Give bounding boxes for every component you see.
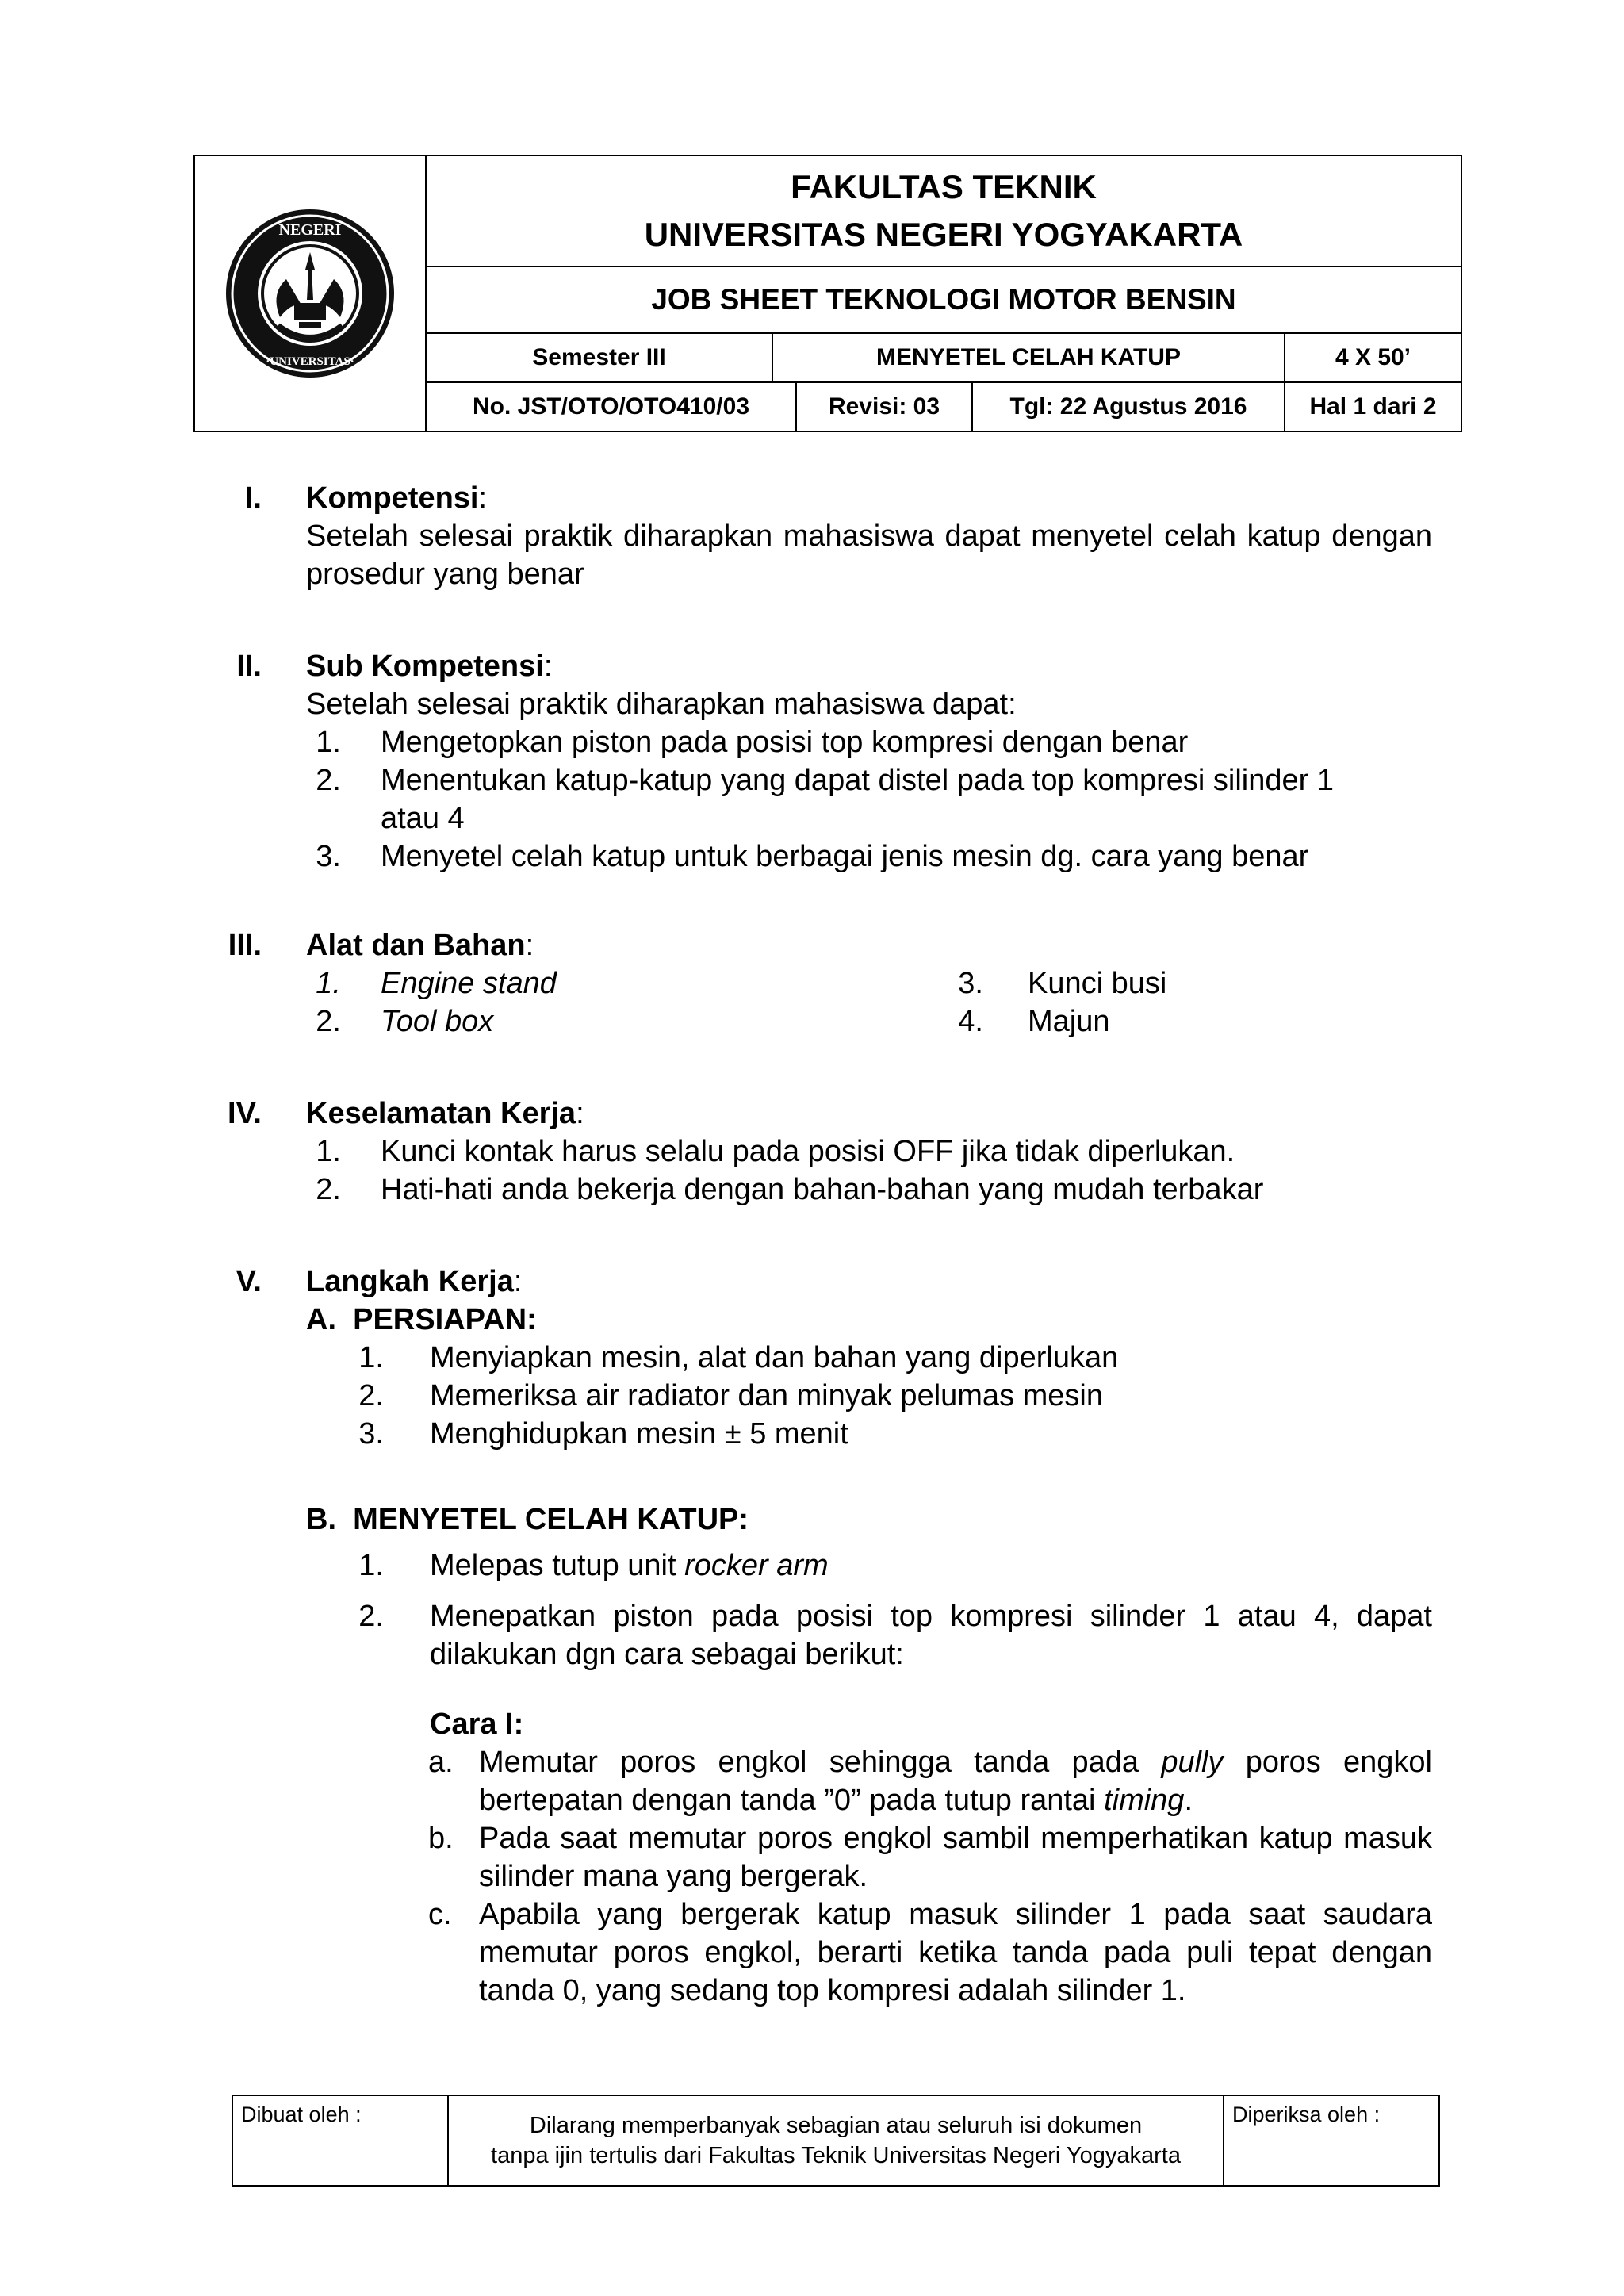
section-title [306, 1094, 584, 1133]
section-colon: : [513, 1265, 523, 1298]
list-number: 2. [358, 1379, 384, 1412]
section-text: Setelah selesai praktik diharapkan mahasiswa dapat menyetel celah katup dengan prosedur yang benar [306, 519, 1432, 591]
list-item-text: Melepas tutup unit [430, 1549, 685, 1582]
list-item: Memeriksa air radiator dan minyak pelumas mesin [430, 1379, 1103, 1412]
svg-text:NEGERI: NEGERI [278, 221, 342, 239]
section-title [306, 647, 552, 685]
list-number: 2. [316, 1173, 341, 1206]
sub-list-letter: c. [428, 1898, 452, 1931]
svg-text:·UNIVERSITAS·: ·UNIVERSITAS· [266, 355, 354, 368]
sub-list-italic: timing [1104, 1784, 1185, 1817]
notice-line-1: Dilarang memperbanyak sebagian atau seluruh isi dokumen [529, 2113, 1143, 2138]
page-label: Hal 1 dari 2 [1284, 383, 1461, 431]
list-item: Tool box [381, 1005, 494, 1038]
faculty-name: FAKULTAS TEKNIK [791, 168, 1097, 205]
list-item-italic: rocker arm [684, 1549, 829, 1582]
list-item: Hati-hati anda bekerja dengan bahan-bahan yang mudah terbakar [381, 1173, 1264, 1206]
job-sheet-title: JOB SHEET TEKNOLOGI MOTOR BENSIN [426, 266, 1461, 333]
document-header [193, 155, 1462, 432]
list-item: Menyiapkan mesin, alat dan bahan yang diperlukan [430, 1341, 1119, 1374]
section-title [306, 1263, 522, 1301]
subsection-menyetel-celah-katup: B. MENYETEL CELAH KATUP: [306, 1503, 749, 1536]
list-number: 1. [316, 726, 341, 759]
section-colon: : [525, 929, 534, 962]
list-number: 2. [358, 1600, 384, 1633]
semester-label: Semester III [532, 344, 666, 370]
list-number: 2. [316, 1005, 341, 1038]
section-colon: : [543, 650, 553, 683]
made-by-cell: Dibuat oleh : [232, 2095, 448, 2186]
section-title-text: Sub Kompetensi [306, 650, 544, 683]
list-number: 1. [358, 1341, 384, 1374]
revision-label: Revisi: 03 [795, 383, 971, 431]
checked-by-cell: Diperiksa oleh : [1224, 2095, 1439, 2186]
list-item: Kunci kontak harus selalu pada posisi OFF jika tidak diperlukan. [381, 1135, 1235, 1168]
section-title-text: Langkah Kerja [306, 1265, 514, 1298]
university-seal-icon [223, 206, 397, 381]
sub-list-text: . [1184, 1784, 1193, 1817]
university-name: UNIVERSITAS NEGERI YOGYAKARTA [644, 216, 1243, 253]
topic-label: MENYETEL CELAH KATUP [772, 334, 1284, 381]
faculty-university-title [426, 155, 1461, 266]
list-item: Kunci busi [1028, 967, 1167, 1000]
header-row-topic [426, 333, 1461, 382]
sub-list-italic: pully [1161, 1746, 1224, 1779]
list-item [430, 1547, 829, 1585]
subsection-persiapan: A. PERSIAPAN: [306, 1303, 537, 1336]
sub-list-item: Apabila yang bergerak katup masuk silinder 1 pada saat saudara memutar poros engkol, berarti ketika tanda pada puli tepat dengan tanda 0, yang sedang top kompresi adalah silinder 1. [479, 1898, 1432, 2007]
section-colon: : [478, 481, 488, 515]
list-item-continued: atau 4 [381, 802, 465, 835]
list-item: Mengetopkan piston pada posisi top kompresi dengan benar [381, 726, 1189, 759]
section-title-text: Alat dan Bahan [306, 929, 526, 962]
list-item: Menentukan katup-katup yang dapat distel pada top kompresi silinder 1 [381, 764, 1334, 797]
header-row-doc-info [426, 382, 1461, 431]
section-title-text: Kompetensi [306, 481, 479, 515]
list-item: Menepatkan piston pada posisi top kompresi silinder 1 atau 4, dapat dilakukan dgn cara sebagai berikut: [430, 1600, 1432, 1671]
list-item: Menghidupkan mesin ± 5 menit [430, 1417, 848, 1451]
sub-list-text: poros engkol bertepatan dengan tanda ”0” pada tutup rantai [479, 1746, 1432, 1817]
list-number: 1. [316, 1135, 341, 1168]
list-number: 1. [358, 1549, 384, 1582]
list-item: Menyetel celah katup untuk berbagai jenis mesin dg. cara yang benar [381, 840, 1309, 873]
document-footer [232, 2095, 1440, 2187]
section-intro: Setelah selesai praktik diharapkan mahasiswa dapat: [306, 688, 1017, 721]
section-title-text: Keselamatan Kerja [306, 1097, 576, 1130]
list-item: Majun [1028, 1005, 1110, 1038]
cara-heading: Cara I: [430, 1708, 524, 1741]
section-title [306, 926, 534, 964]
section-number: I. [244, 481, 262, 515]
copyright-notice [448, 2095, 1224, 2186]
section-number: III. [228, 929, 262, 962]
sub-list-item [479, 1743, 1432, 1819]
list-number: 3. [316, 840, 341, 873]
list-number: 3. [958, 967, 983, 1000]
university-logo-cell [194, 155, 426, 431]
notice-line-2: tanpa ijin tertulis dari Fakultas Teknik Universitas Negeri Yogyakarta [491, 2143, 1181, 2168]
date-label: Tgl: 22 Agustus 2016 [971, 383, 1284, 431]
sub-list-text: Memutar poros engkol sehingga tanda pada [479, 1746, 1162, 1779]
doc-number: No. JST/OTO/OTO410/03 [472, 393, 749, 420]
list-number: 4. [958, 1005, 983, 1038]
list-number: 1. [316, 967, 341, 1000]
sub-list-letter: a. [428, 1746, 454, 1779]
section-number: IV. [228, 1097, 262, 1130]
sub-list-letter: b. [428, 1822, 454, 1855]
list-number: 3. [358, 1417, 384, 1451]
list-number: 2. [316, 764, 341, 797]
section-number: V. [236, 1265, 262, 1298]
duration-label: 4 X 50’ [1284, 334, 1461, 381]
section-title [306, 479, 487, 517]
list-item: Engine stand [381, 967, 557, 1000]
section-number: II. [236, 650, 262, 683]
sub-list-item: Pada saat memutar poros engkol sambil memperhatikan katup masuk silinder mana yang bergerak. [479, 1822, 1432, 1893]
section-colon: : [576, 1097, 584, 1130]
